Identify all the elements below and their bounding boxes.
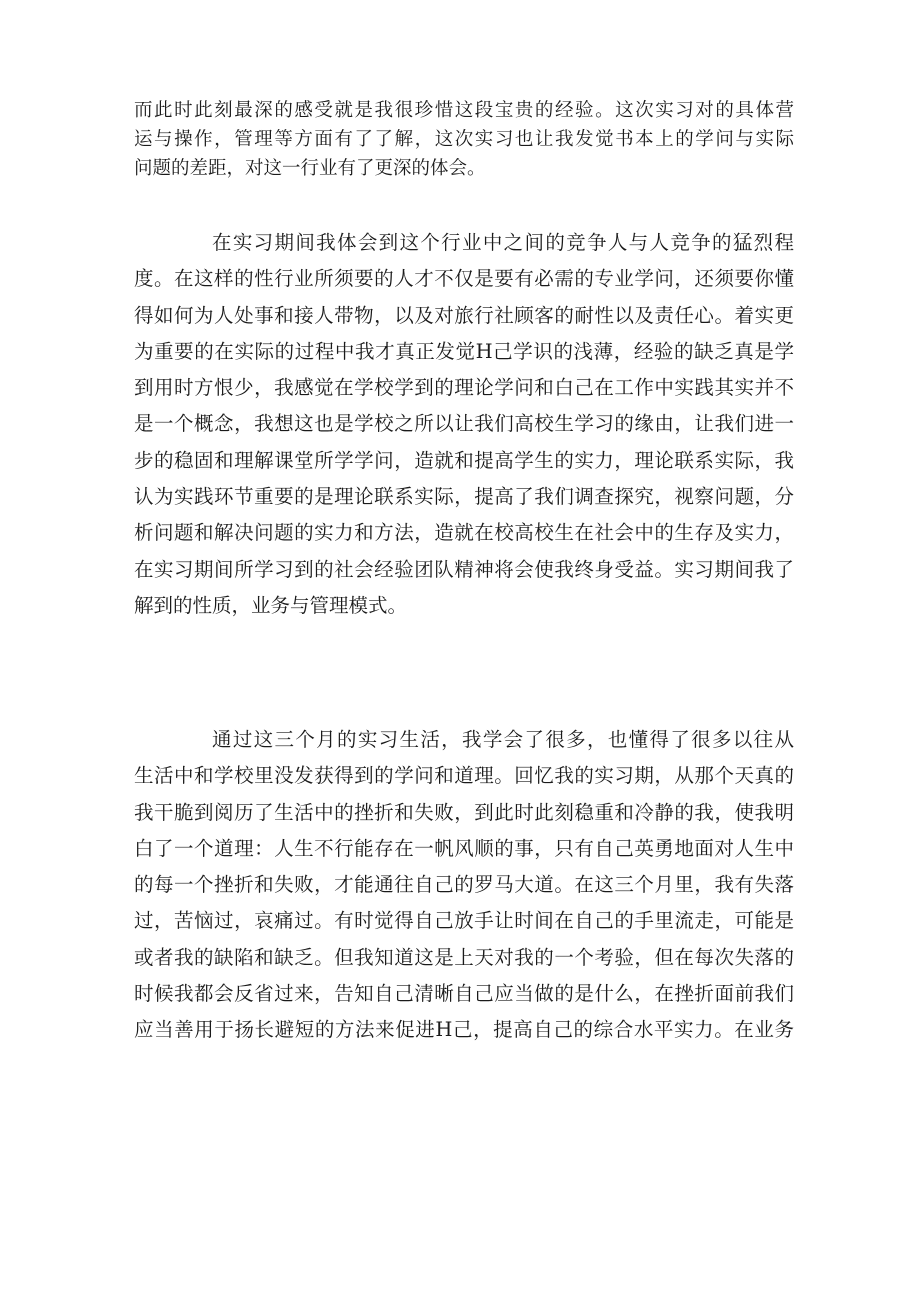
paragraph-line: 得如何为人处事和接人带物，以及对旅行社顾客的耐性以及责任心。着实更 [134,303,794,327]
paragraph-line: 而此时此刻最深的感受就是我很珍惜这段宝贵的经验。这次实习对的具体营 [134,100,794,121]
paragraph-line: 时候我都会反省过来，告知自己清晰自己应当做的是什么，在挫折面前我们 [134,982,794,1006]
paragraph-line: 认为实践环节重要的是理论联系实际，提高了我们调查探究，视察问题，分 [134,485,794,509]
paragraph-line: 是一个概念，我想这也是学校之所以让我们高校生学习的缘由，让我们进一 [134,412,794,436]
paragraph-line: 白了一个道理：人生不行能存在一帆风顺的事，只有自己英勇地面对人生中 [134,836,794,860]
paragraph-line: 到用时方恨少，我感觉在学校学到的理论学问和白己在工作中实践其实并不 [134,376,794,400]
paragraph-line: 步的稳固和理解课堂所学学问，造就和提高学生的实力，理论联系实际，我 [134,448,794,472]
paragraph-line: 的每一个挫折和失败，才能通往自己的罗马大道。在这三个月里，我有失落 [134,873,794,897]
paragraph-line: 在实习期间所学习到的社会经验团队精神将会使我终身受益。实习期间我了 [134,557,794,581]
paragraph-2 [134,225,794,624]
paragraph-1 [134,96,794,183]
paragraph-3 [134,722,794,1049]
paragraph-line: 析问题和解决问题的实力和方法，造就在校高校生在社会中的生存及实力， [134,521,794,545]
paragraph-line: 在实习期间我体会到这个行业中之间的竞争人与人竞争的猛烈程 [212,231,794,254]
paragraph-line: 问题的差距，对这一行业有了更深的体会。 [134,158,486,179]
paragraph-line: 通过这三个月的实习生活，我学会了很多，也懂得了很多以往从 [212,728,794,751]
paragraph-line: 过，苦恼过，哀痛过。有时觉得自己放手让时间在自己的手里流走，可能是 [134,909,794,933]
paragraph-line: 运与操作，管理等方面有了了解，这次实习也让我发觉书本上的学问与实际 [134,129,794,150]
paragraph-line: 应当善用于扬长避短的方法来促进H己，提高自己的综合水平实力。在业务 [134,1018,794,1042]
paragraph-line: 生活中和学校里没发获得到的学问和道理。回忆我的实习期，从那个天真的 [134,764,794,788]
paragraph-line: 解到的性质，业务与管理模式。 [134,593,408,617]
paragraph-line: 或者我的缺陷和缺乏。但我知道这是上天对我的一个考验，但在每次失落的 [134,945,794,969]
paragraph-line: 度。在这样的性行业所须要的人才不仅是要有必需的专业学问，还须要你懂 [134,267,794,291]
paragraph-line: 我干脆到阅历了生活中的挫折和失败，到此时此刻稳重和冷静的我，使我明 [134,800,794,824]
paragraph-line: 为重要的在实际的过程中我才真正发觉H己学识的浅薄，经验的缺乏真是学 [134,339,794,363]
